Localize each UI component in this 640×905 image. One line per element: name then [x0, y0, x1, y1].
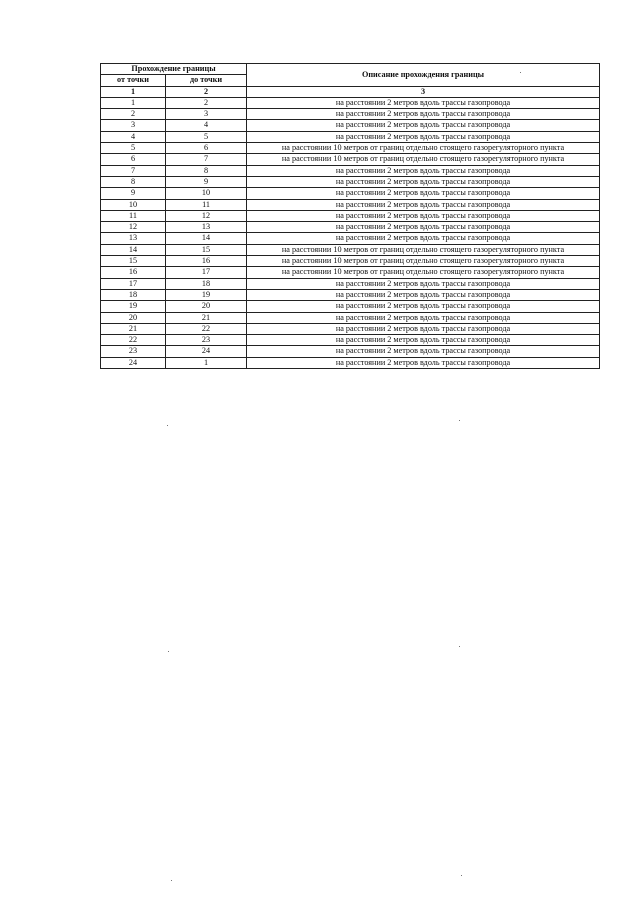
to-point-cell: 4: [166, 120, 247, 131]
table-row: [101, 176, 600, 187]
boundary-table: [100, 63, 600, 369]
table-row: [101, 233, 600, 244]
to-point-header: до точки: [166, 75, 247, 86]
from-point-cell: 7: [101, 165, 166, 176]
scan-speck: [171, 880, 172, 881]
description-cell: на расстоянии 2 метров вдоль трассы газопровода: [247, 312, 600, 323]
from-point-cell: 19: [101, 301, 166, 312]
from-point-cell: 2: [101, 109, 166, 120]
to-point-cell: 2: [166, 97, 247, 108]
from-point-cell: 18: [101, 289, 166, 300]
from-point-cell: 20: [101, 312, 166, 323]
scan-speck: [461, 875, 462, 876]
table-row: [101, 267, 600, 278]
group-header: Прохождение границы: [101, 64, 247, 75]
from-point-header: от точки: [101, 75, 166, 86]
to-point-cell: 6: [166, 143, 247, 154]
table-row: [101, 244, 600, 255]
description-cell: на расстоянии 2 метров вдоль трассы газопровода: [247, 131, 600, 142]
from-point-cell: 6: [101, 154, 166, 165]
description-cell: на расстоянии 2 метров вдоль трассы газопровода: [247, 188, 600, 199]
scan-speck: [459, 646, 460, 647]
table-row: [101, 312, 600, 323]
table-row: [101, 143, 600, 154]
table-row: [101, 222, 600, 233]
from-point-cell: 9: [101, 188, 166, 199]
from-point-cell: 14: [101, 244, 166, 255]
from-point-cell: 3: [101, 120, 166, 131]
to-point-cell: 11: [166, 199, 247, 210]
from-point-cell: 21: [101, 323, 166, 334]
to-point-cell: 5: [166, 131, 247, 142]
description-cell: на расстоянии 10 метров от границ отдельно стоящего газорегуляторного пункта: [247, 256, 600, 267]
table-row: [101, 301, 600, 312]
table-row: [101, 346, 600, 357]
from-point-cell: 8: [101, 176, 166, 187]
description-cell: на расстоянии 2 метров вдоль трассы газопровода: [247, 120, 600, 131]
table-row: [101, 323, 600, 334]
to-point-cell: 3: [166, 109, 247, 120]
description-cell: на расстоянии 2 метров вдоль трассы газопровода: [247, 176, 600, 187]
table-row: [101, 199, 600, 210]
description-cell: на расстоянии 2 метров вдоль трассы газопровода: [247, 165, 600, 176]
description-header: Описание прохождения границы: [247, 64, 600, 87]
table-row: [101, 256, 600, 267]
table-row: [101, 289, 600, 300]
description-cell: на расстоянии 2 метров вдоль трассы газопровода: [247, 222, 600, 233]
description-cell: на расстоянии 2 метров вдоль трассы газопровода: [247, 278, 600, 289]
scan-speck: [167, 425, 168, 426]
description-cell: на расстоянии 2 метров вдоль трассы газопровода: [247, 289, 600, 300]
from-point-cell: 24: [101, 357, 166, 368]
table-row: [101, 335, 600, 346]
description-cell: на расстоянии 2 метров вдоль трассы газопровода: [247, 301, 600, 312]
to-point-cell: 7: [166, 154, 247, 165]
column-number-3: 3: [247, 86, 600, 97]
to-point-cell: 12: [166, 210, 247, 221]
table-row: [101, 210, 600, 221]
column-number-1: 1: [101, 86, 166, 97]
scan-speck: [520, 72, 521, 73]
table-body: [101, 97, 600, 368]
table-row: [101, 131, 600, 142]
to-point-cell: 10: [166, 188, 247, 199]
scan-speck: [459, 420, 460, 421]
description-cell: на расстоянии 2 метров вдоль трассы газопровода: [247, 199, 600, 210]
description-cell: на расстоянии 2 метров вдоль трассы газопровода: [247, 210, 600, 221]
from-point-cell: 13: [101, 233, 166, 244]
description-cell: на расстоянии 2 метров вдоль трассы газопровода: [247, 323, 600, 334]
description-cell: на расстоянии 2 метров вдоль трассы газопровода: [247, 346, 600, 357]
from-point-cell: 11: [101, 210, 166, 221]
scan-speck: [168, 651, 169, 652]
description-cell: на расстоянии 10 метров от границ отдельно стоящего газорегуляторного пункта: [247, 154, 600, 165]
to-point-cell: 16: [166, 256, 247, 267]
from-point-cell: 5: [101, 143, 166, 154]
table-row: [101, 97, 600, 108]
description-cell: на расстоянии 2 метров вдоль трассы газопровода: [247, 335, 600, 346]
column-number-2: 2: [166, 86, 247, 97]
from-point-cell: 16: [101, 267, 166, 278]
table-row: [101, 120, 600, 131]
table-header: [101, 64, 600, 98]
description-cell: на расстоянии 2 метров вдоль трассы газопровода: [247, 233, 600, 244]
to-point-cell: 19: [166, 289, 247, 300]
description-cell: на расстоянии 10 метров от границ отдельно стоящего газорегуляторного пункта: [247, 244, 600, 255]
from-point-cell: 12: [101, 222, 166, 233]
to-point-cell: 22: [166, 323, 247, 334]
table-row: [101, 109, 600, 120]
table-row: [101, 165, 600, 176]
description-cell: на расстоянии 10 метров от границ отдельно стоящего газорегуляторного пункта: [247, 143, 600, 154]
to-point-cell: 18: [166, 278, 247, 289]
to-point-cell: 9: [166, 176, 247, 187]
to-point-cell: 14: [166, 233, 247, 244]
table-row: [101, 357, 600, 368]
to-point-cell: 13: [166, 222, 247, 233]
from-point-cell: 17: [101, 278, 166, 289]
to-point-cell: 1: [166, 357, 247, 368]
from-point-cell: 1: [101, 97, 166, 108]
to-point-cell: 17: [166, 267, 247, 278]
description-cell: на расстоянии 2 метров вдоль трассы газопровода: [247, 97, 600, 108]
from-point-cell: 15: [101, 256, 166, 267]
to-point-cell: 15: [166, 244, 247, 255]
to-point-cell: 20: [166, 301, 247, 312]
to-point-cell: 21: [166, 312, 247, 323]
from-point-cell: 4: [101, 131, 166, 142]
description-cell: на расстоянии 2 метров вдоль трассы газопровода: [247, 357, 600, 368]
to-point-cell: 24: [166, 346, 247, 357]
table-row: [101, 278, 600, 289]
from-point-cell: 22: [101, 335, 166, 346]
description-cell: на расстоянии 10 метров от границ отдельно стоящего газорегуляторного пункта: [247, 267, 600, 278]
from-point-cell: 10: [101, 199, 166, 210]
to-point-cell: 8: [166, 165, 247, 176]
table-row: [101, 188, 600, 199]
description-cell: на расстоянии 2 метров вдоль трассы газопровода: [247, 109, 600, 120]
to-point-cell: 23: [166, 335, 247, 346]
table-row: [101, 154, 600, 165]
from-point-cell: 23: [101, 346, 166, 357]
